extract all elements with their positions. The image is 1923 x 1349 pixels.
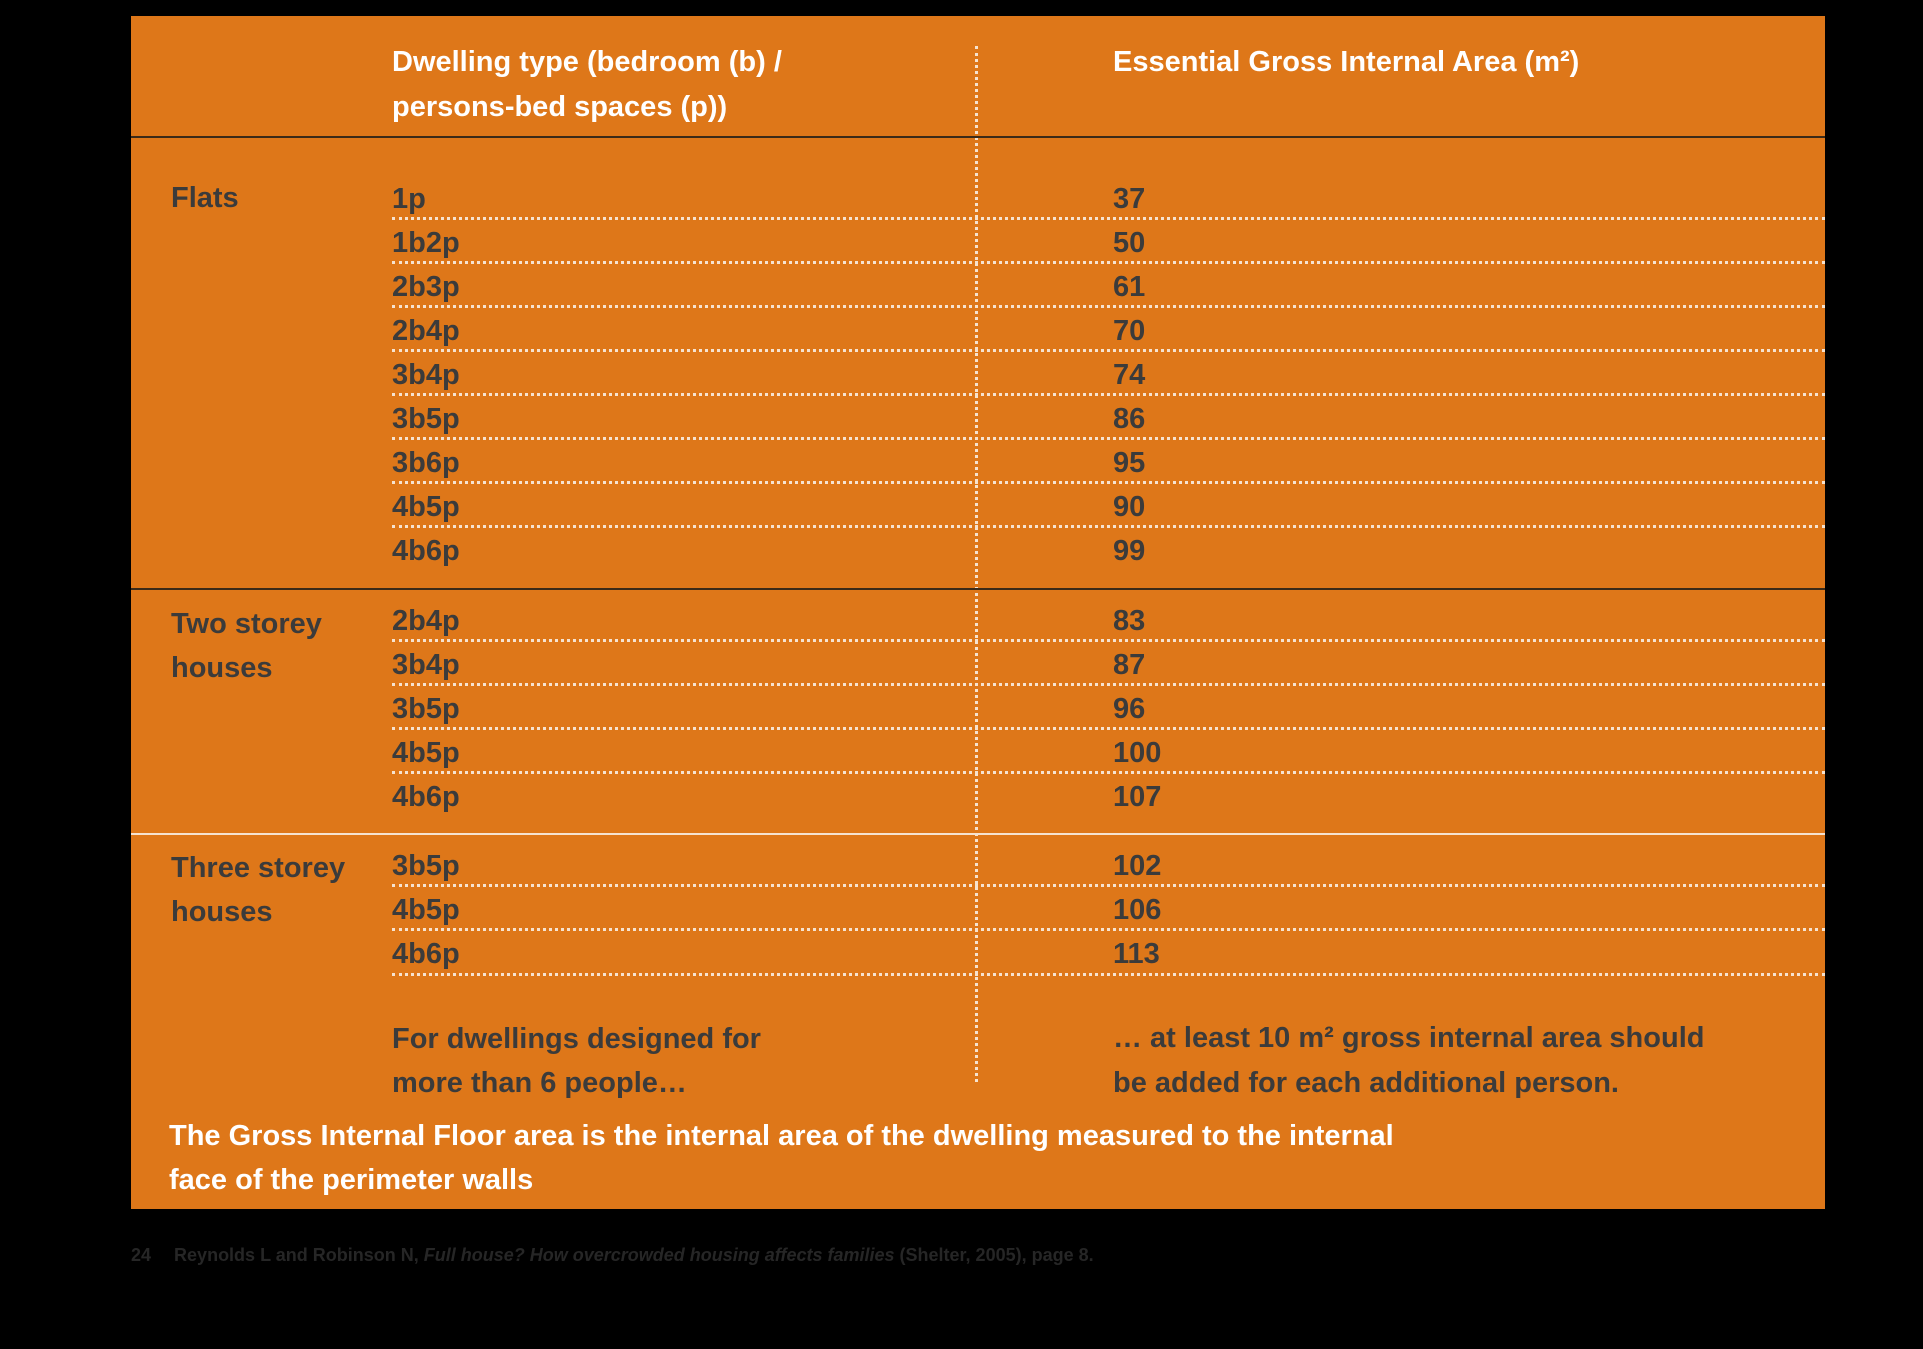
dwelling-type-cell: 3b4p (392, 649, 460, 681)
dwelling-type-cell: 3b6p (392, 447, 460, 479)
row-divider (392, 928, 1825, 931)
row-divider (392, 261, 1825, 264)
dwelling-type-cell: 4b6p (392, 938, 460, 970)
dwelling-type-cell: 2b3p (392, 271, 460, 303)
extra-note-right-line2: be added for each additional person. (1113, 1067, 1619, 1099)
dwelling-type-cell: 4b5p (392, 491, 460, 523)
dwelling-type-cell: 3b5p (392, 850, 460, 882)
row-divider (392, 393, 1825, 396)
area-value-cell: 87 (1113, 649, 1146, 681)
group-label-two-storey-line2: houses (171, 652, 273, 684)
footnote-authors: Reynolds L and Robinson N, (174, 1245, 419, 1265)
row-divider (392, 437, 1825, 440)
area-value-cell: 83 (1113, 605, 1146, 637)
group-label-two-storey-line1: Two storey (171, 608, 322, 640)
group-separator-two-storey (131, 833, 1825, 835)
area-value-cell: 113 (1113, 938, 1160, 970)
row-divider (392, 727, 1825, 730)
dwelling-type-cell: 4b6p (392, 781, 460, 813)
group-label-three-storey-line2: houses (171, 896, 273, 928)
extra-note-right-line1: … at least 10 m² gross internal area should (1113, 1022, 1705, 1054)
header-dwelling-type-line2: persons-bed spaces (p)) (392, 91, 728, 123)
dwelling-type-cell: 3b4p (392, 359, 460, 391)
dwelling-type-cell: 2b4p (392, 605, 460, 637)
group-label-flats: Flats (171, 182, 239, 214)
group-separator-flats (131, 588, 1825, 590)
area-value-cell: 86 (1113, 403, 1146, 435)
group-label-three-storey-line1: Three storey (171, 852, 346, 884)
extra-note-left-line1: For dwellings designed for (392, 1023, 761, 1055)
row-divider (392, 217, 1825, 220)
row-divider (392, 771, 1825, 774)
dwelling-type-cell: 4b6p (392, 535, 460, 567)
area-value-cell: 99 (1113, 535, 1146, 567)
area-value-cell: 61 (1113, 271, 1146, 303)
footnote-title: Full house? How overcrowded housing affects families (423, 1245, 895, 1265)
dwelling-type-cell: 2b4p (392, 315, 460, 347)
area-value-cell: 107 (1113, 781, 1162, 813)
row-divider (392, 349, 1825, 352)
header-gross-internal-area: Essential Gross Internal Area (m²) (1113, 46, 1580, 78)
dwelling-type-cell: 4b5p (392, 737, 460, 769)
row-divider (392, 884, 1825, 887)
row-divider (392, 683, 1825, 686)
area-value-cell: 70 (1113, 315, 1146, 347)
area-value-cell: 74 (1113, 359, 1146, 391)
area-value-cell: 102 (1113, 850, 1162, 882)
area-value-cell: 95 (1113, 447, 1146, 479)
row-divider (392, 481, 1825, 484)
area-value-cell: 96 (1113, 693, 1146, 725)
row-divider (392, 305, 1825, 308)
size-standards-table (131, 16, 1825, 1209)
dwelling-type-cell: 1p (392, 183, 426, 215)
definition-line1: The Gross Internal Floor area is the internal area of the dwelling measured to the internal (169, 1120, 1394, 1152)
header-separator (131, 136, 1825, 138)
area-value-cell: 50 (1113, 227, 1146, 259)
area-value-cell: 100 (1113, 737, 1162, 769)
footnote (131, 1243, 1094, 1267)
row-divider (392, 639, 1825, 642)
extra-note-left-line2: more than 6 people… (392, 1067, 687, 1099)
column-divider (975, 46, 978, 1082)
dwelling-type-cell: 1b2p (392, 227, 460, 259)
header-dwelling-type-line1: Dwelling type (bedroom (b) / (392, 46, 782, 78)
area-value-cell: 90 (1113, 491, 1146, 523)
row-divider (392, 525, 1825, 528)
area-value-cell: 106 (1113, 894, 1162, 926)
dwelling-type-cell: 3b5p (392, 403, 460, 435)
definition-line2: face of the perimeter walls (169, 1164, 534, 1196)
row-divider (392, 973, 1825, 976)
dwelling-type-cell: 4b5p (392, 894, 460, 926)
footnote-number: 24 (131, 1245, 152, 1265)
dwelling-type-cell: 3b5p (392, 693, 460, 725)
footnote-publication: (Shelter, 2005), page 8. (899, 1245, 1094, 1265)
area-value-cell: 37 (1113, 183, 1146, 215)
